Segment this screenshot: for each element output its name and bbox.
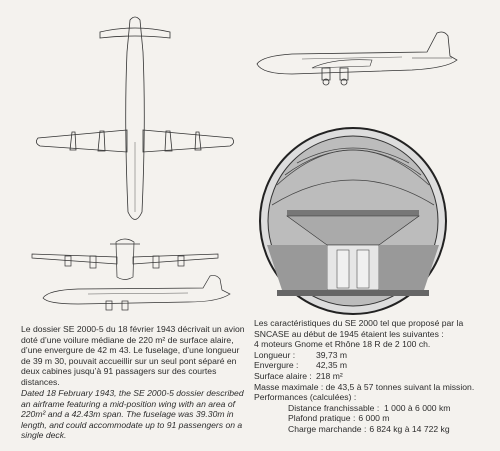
perf-row bbox=[254, 424, 480, 435]
caption-english bbox=[21, 388, 246, 441]
spec-label: Envergure : bbox=[254, 360, 299, 371]
perf-label: Distance franchissable : bbox=[288, 402, 380, 413]
plan-view-drawing-large bbox=[30, 12, 240, 232]
fuselage-cross-section-drawing bbox=[257, 125, 449, 317]
specs-performance-title: Performances (calculées) : bbox=[254, 392, 357, 403]
spec-label: Surface alaire : bbox=[254, 370, 312, 381]
perf-value: 1 000 à 6 000 km bbox=[384, 402, 451, 413]
specs-dimensions-list bbox=[254, 350, 480, 382]
spec-value: 42,35 m bbox=[316, 360, 348, 371]
spec-label: Longueur : bbox=[254, 349, 296, 360]
perf-label: Charge marchande : bbox=[288, 423, 367, 434]
spec-value: 39,73 m bbox=[316, 349, 348, 360]
side-view-drawing-small bbox=[38, 274, 238, 314]
spec-row bbox=[254, 360, 480, 371]
perf-value: 6 824 kg à 14 722 kg bbox=[369, 423, 450, 434]
spec-value: 218 m² bbox=[316, 370, 343, 381]
caption-french-text: Le dossier SE 2000-5 du 18 février 1943 décrivait un avion doté d’une voilure médiane de 220 m² de surface alaire, d’une envergure de 42 m 43. Le fuselage, d’une longueur de 39 m 30, pouvait accueillir sur un seul pont séparé en deux cabines jusqu’à 91 passagers sur des courtes distances. bbox=[21, 324, 245, 387]
specs-engines: 4 moteurs Gnome et Rhône 18 R de 2 100 ch. bbox=[254, 339, 431, 350]
spec-row bbox=[254, 371, 480, 382]
perf-value: 6 000 m bbox=[358, 413, 390, 424]
perf-label: Plafond pratique : bbox=[288, 413, 356, 424]
caption-english-text: Dated 18 February 1943, the SE 2000-5 dossier described an airframe featuring a mid-position wing with an area of 220m² and a 42.43m span. The fuselage was 39.30m in length, and could accommodate up to 91 passengers on a single deck. bbox=[21, 388, 244, 441]
specifications-block bbox=[254, 318, 480, 435]
specs-performance-list bbox=[254, 403, 480, 435]
perf-row bbox=[254, 413, 480, 424]
specs-mass: Masse maximale : de 43,5 à 57 tonnes suivant la mission. bbox=[254, 381, 475, 392]
caption-french bbox=[21, 324, 246, 388]
side-view-drawing-large bbox=[252, 28, 467, 88]
perf-row bbox=[254, 403, 480, 414]
specs-intro: Les caractéristiques du SE 2000 tel que proposé par la SNCASE au début de 1945 étaient les suivantes : bbox=[254, 318, 464, 339]
spec-row bbox=[254, 350, 480, 361]
